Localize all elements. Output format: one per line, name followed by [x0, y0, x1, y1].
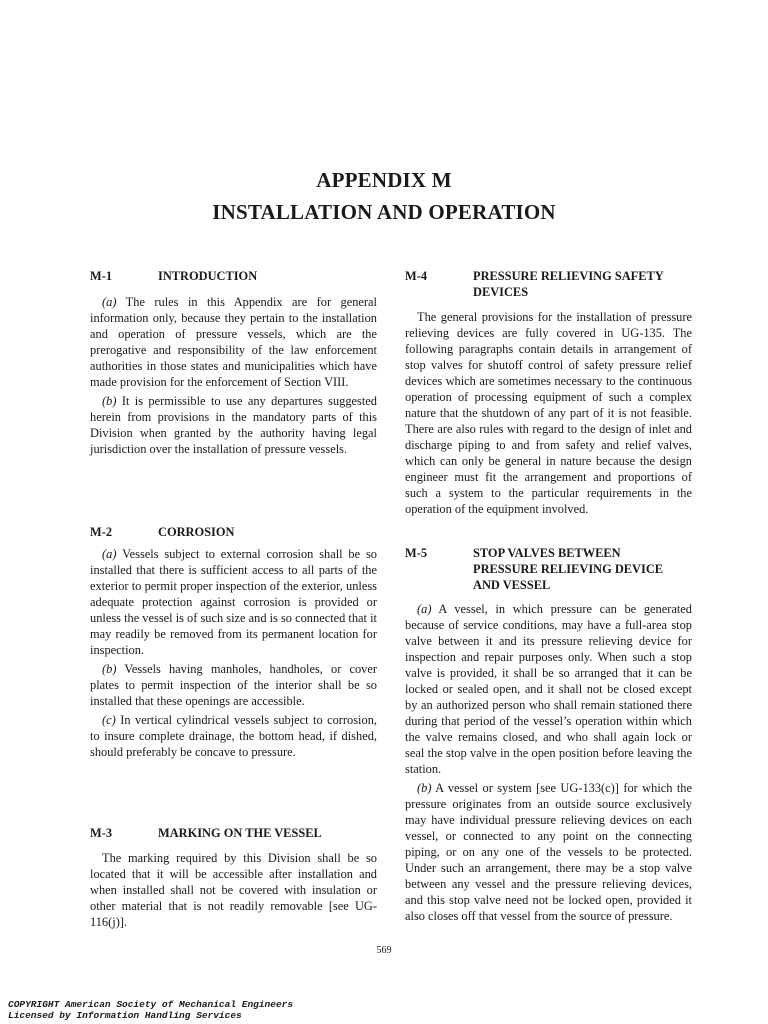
paragraph-text: Vessels subject to external corrosion shall be so installed that there is sufficient access to all parts of the exterior to permit proper inspection of the exterior, unless adequate protection against corrosion is provided or unless the vessel is of such size and is so connected that it may readily be removed from its permanent location for inspection. — [90, 547, 377, 657]
section-title: INTRODUCTION — [158, 269, 258, 283]
section-title: MARKING ON THE VESSEL — [158, 826, 322, 840]
section-heading-m3 — [90, 825, 380, 841]
footer-license: Licensed by Information Handling Services — [8, 1010, 242, 1021]
paragraph-label: (c) — [102, 713, 116, 727]
paragraph — [90, 850, 377, 930]
section-body-m3 — [90, 850, 377, 930]
appendix-title: APPENDIX M — [316, 168, 452, 192]
paragraph-label: (b) — [417, 781, 432, 795]
paragraph-text: The rules in this Appendix are for general information only, because they pertain to the installation and operation of pressure vessels, which are the prerogative and responsibility of the law enforcement authorities in those states and municipalities which have made provision for the enforcement of Section VIII. — [90, 295, 377, 389]
paragraph — [405, 309, 692, 517]
section-number: M-3 — [90, 826, 113, 840]
page-number: 569 — [376, 945, 392, 956]
paragraph-label: (b) — [102, 394, 117, 408]
section-heading-m2 — [90, 524, 380, 540]
paragraph — [90, 546, 377, 658]
paragraph-label: (a) — [417, 602, 432, 616]
section-number: M-2 — [90, 525, 113, 539]
paragraph — [90, 712, 377, 760]
section-title: CORROSION — [158, 525, 235, 539]
section-heading-m5 — [405, 545, 695, 593]
section-heading-m1 — [90, 268, 380, 284]
paragraph — [405, 601, 692, 777]
section-body-m4 — [405, 309, 692, 517]
paragraph — [90, 294, 377, 390]
paragraph — [405, 780, 692, 924]
paragraph-text: The marking required by this Division shall be so located that it will be accessible after installation and when installed shall not be covered with insulation or other material that is not readily removable [see UG-116(j)]. — [90, 851, 377, 929]
paragraph — [90, 661, 377, 709]
paragraph-label: (a) — [102, 547, 117, 561]
section-number: M-4 — [405, 269, 428, 283]
paragraph-text: It is permissible to use any departures suggested herein from provisions in the mandatory parts of this Division when granted by the authority having legal jurisdiction over the installation of pressure vessels. — [90, 394, 377, 456]
paragraph-text: A vessel or system [see UG-133(c)] for which the pressure originates from an outside source exclusively may have individual pressure relieving devices on each vessel, or connected to any point on the connecting piping, or on any one of the vessels to be protected. Under such an arrangement, there may be a stop valve between any vessel and the pressure relieving devices, and this stop valve need not be locked open, provided it also closes off that vessel from the source of pressure. — [405, 781, 692, 923]
paragraph-label: (a) — [102, 295, 117, 309]
section-title: PRESSURE RELIEVING SAFETY DEVICES — [473, 269, 664, 299]
paragraph-text: A vessel, in which pressure can be generated because of service conditions, may have a full-area stop valve between it and its pressure relieving device for inspection and repair purposes only. When such a stop valve is provided, it shall be so arranged that it can be locked or sealed open, and it shall not be closed except by an authorized person who shall remain stationed there during that period of the vessel’s operation within which the valve remains closed, and who shall again lock or seal the stop valve in the open position before leaving the station. — [405, 602, 692, 776]
section-body-m2 — [90, 546, 377, 760]
section-title: STOP VALVES BETWEEN PRESSURE RELIEVING DEVICE AND VESSEL — [473, 546, 664, 592]
paragraph-text: In vertical cylindrical vessels subject to corrosion, to insure complete drainage, the bottom head, if dished, should preferably be concave to pressure. — [90, 713, 377, 759]
footer-copyright: COPYRIGHT American Society of Mechanical Engineers — [8, 999, 294, 1010]
section-body-m1 — [90, 294, 377, 457]
paragraph-label: (b) — [102, 662, 117, 676]
section-number: M-1 — [90, 269, 113, 283]
section-body-m5 — [405, 601, 692, 924]
paragraph-text: The general provisions for the installation of pressure relieving devices are fully covered in UG-135. The following paragraphs contain details in arrangement of stop valves for shutoff control of safety pressure relief devices which are sometimes necessary to the continuous operation of processing equipment of such a complex nature that the shutdown of any part of it is not feasible. There are also rules with regard to the design of inlet and discharge piping to and from safety and relief valves, which can only be general in nature because the design engineer must fit the arrangement and proportions of such a system to the particular requirements in the operation of the equipment involved. — [405, 310, 692, 516]
appendix-subtitle: INSTALLATION AND OPERATION — [212, 200, 556, 224]
section-heading-m4 — [405, 268, 695, 300]
section-number: M-5 — [405, 546, 428, 560]
paragraph-text: Vessels having manholes, handholes, or cover plates to permit inspection of the interior shall be so installed that these openings are accessible. — [90, 662, 377, 708]
paragraph — [90, 393, 377, 457]
